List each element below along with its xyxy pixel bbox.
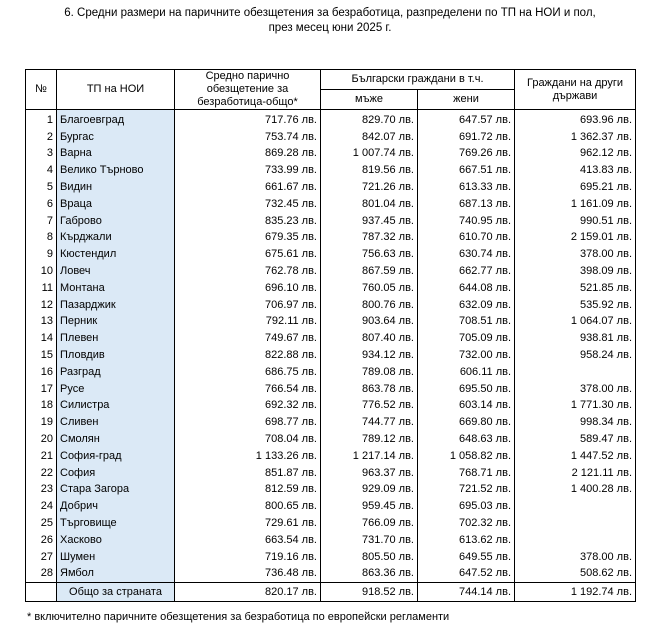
row-foreign: 535.92 лв. — [515, 297, 636, 314]
row-men: 829.70 лв. — [321, 110, 418, 129]
row-tp-name: Враца — [57, 196, 175, 213]
header-number: № — [26, 70, 57, 110]
row-men: 760.05 лв. — [321, 280, 418, 297]
table-row — [26, 566, 636, 583]
table-row — [26, 246, 636, 263]
table-row — [26, 263, 636, 280]
row-women: 647.57 лв. — [418, 110, 515, 129]
table-row — [26, 280, 636, 297]
row-women: 667.51 лв. — [418, 162, 515, 179]
row-average: 663.54 лв. — [175, 532, 321, 549]
row-tp-name: Търговище — [57, 515, 175, 532]
row-tp-name: Смолян — [57, 431, 175, 448]
row-number: 27 — [26, 549, 57, 566]
row-number: 15 — [26, 347, 57, 364]
row-number: 28 — [26, 566, 57, 583]
row-tp-name: Видин — [57, 179, 175, 196]
row-tp-name: Добрич — [57, 498, 175, 515]
row-average: 706.97 лв. — [175, 297, 321, 314]
header-average: Средно парично обезщетение за безработица-общо* — [175, 70, 321, 110]
table-row — [26, 515, 636, 532]
row-foreign: 958.24 лв. — [515, 347, 636, 364]
row-average: 835.23 лв. — [175, 213, 321, 230]
row-men: 756.63 лв. — [321, 246, 418, 263]
row-women: 613.33 лв. — [418, 179, 515, 196]
row-number: 17 — [26, 381, 57, 398]
row-number: 20 — [26, 431, 57, 448]
header-men: мъже — [321, 90, 418, 110]
row-number: 3 — [26, 146, 57, 163]
row-men: 863.36 лв. — [321, 566, 418, 583]
row-foreign: 2 121.11 лв. — [515, 465, 636, 482]
row-number: 9 — [26, 246, 57, 263]
table-row — [26, 330, 636, 347]
row-average: 851.87 лв. — [175, 465, 321, 482]
row-women: 740.95 лв. — [418, 213, 515, 230]
row-women: 732.00 лв. — [418, 347, 515, 364]
row-tp-name: Плевен — [57, 330, 175, 347]
row-tp-name: Силистра — [57, 398, 175, 415]
row-women: 603.14 лв. — [418, 398, 515, 415]
row-number: 22 — [26, 465, 57, 482]
total-average: 820.17 лв. — [175, 583, 321, 602]
row-number: 26 — [26, 532, 57, 549]
row-number: 25 — [26, 515, 57, 532]
row-men: 800.76 лв. — [321, 297, 418, 314]
row-average: 800.65 лв. — [175, 498, 321, 515]
row-average: 732.45 лв. — [175, 196, 321, 213]
row-men: 766.09 лв. — [321, 515, 418, 532]
row-women: 649.55 лв. — [418, 549, 515, 566]
row-men: 789.12 лв. — [321, 431, 418, 448]
row-number: 18 — [26, 398, 57, 415]
table-row — [26, 532, 636, 549]
table-row — [26, 482, 636, 499]
row-number: 13 — [26, 314, 57, 331]
row-men: 805.50 лв. — [321, 549, 418, 566]
row-foreign: 1 447.52 лв. — [515, 448, 636, 465]
row-tp-name: Перник — [57, 314, 175, 331]
row-average: 729.61 лв. — [175, 515, 321, 532]
table-body — [26, 110, 636, 583]
row-average: 717.76 лв. — [175, 110, 321, 129]
row-men: 959.45 лв. — [321, 498, 418, 515]
table-row — [26, 196, 636, 213]
table-row — [26, 398, 636, 415]
row-number: 12 — [26, 297, 57, 314]
row-number: 21 — [26, 448, 57, 465]
row-men: 744.77 лв. — [321, 414, 418, 431]
row-tp-name: Стара Загора — [57, 482, 175, 499]
row-average: 719.16 лв. — [175, 549, 321, 566]
table-row — [26, 549, 636, 566]
row-number: 10 — [26, 263, 57, 280]
row-number: 23 — [26, 482, 57, 499]
row-women: 630.74 лв. — [418, 246, 515, 263]
header-women: жени — [418, 90, 515, 110]
row-women: 695.50 лв. — [418, 381, 515, 398]
row-average: 698.77 лв. — [175, 414, 321, 431]
row-foreign — [515, 515, 636, 532]
row-men: 1 217.14 лв. — [321, 448, 418, 465]
row-tp-name: Сливен — [57, 414, 175, 431]
row-tp-name: Ловеч — [57, 263, 175, 280]
row-women: 702.32 лв. — [418, 515, 515, 532]
row-tp-name: Кърджали — [57, 230, 175, 247]
row-foreign: 998.34 лв. — [515, 414, 636, 431]
table-row — [26, 230, 636, 247]
row-average: 766.54 лв. — [175, 381, 321, 398]
row-tp-name: Разград — [57, 364, 175, 381]
row-foreign: 413.83 лв. — [515, 162, 636, 179]
row-foreign: 962.12 лв. — [515, 146, 636, 163]
row-number: 4 — [26, 162, 57, 179]
row-number: 2 — [26, 129, 57, 146]
row-tp-name: Хасково — [57, 532, 175, 549]
row-average: 792.11 лв. — [175, 314, 321, 331]
table-row — [26, 162, 636, 179]
row-women: 769.26 лв. — [418, 146, 515, 163]
row-men: 721.26 лв. — [321, 179, 418, 196]
row-number: 5 — [26, 179, 57, 196]
table-row — [26, 347, 636, 364]
table-row — [26, 498, 636, 515]
row-women: 695.03 лв. — [418, 498, 515, 515]
row-average: 692.32 лв. — [175, 398, 321, 415]
row-number: 1 — [26, 110, 57, 129]
row-women: 705.09 лв. — [418, 330, 515, 347]
row-average: 675.61 лв. — [175, 246, 321, 263]
row-foreign: 1 362.37 лв. — [515, 129, 636, 146]
row-women: 687.13 лв. — [418, 196, 515, 213]
row-average: 753.74 лв. — [175, 129, 321, 146]
table-row — [26, 110, 636, 129]
row-number: 19 — [26, 414, 57, 431]
row-average: 733.99 лв. — [175, 162, 321, 179]
row-average: 1 133.26 лв. — [175, 448, 321, 465]
table-row — [26, 297, 636, 314]
row-foreign: 1 771.30 лв. — [515, 398, 636, 415]
row-women: 768.71 лв. — [418, 465, 515, 482]
row-number: 11 — [26, 280, 57, 297]
row-average: 736.48 лв. — [175, 566, 321, 583]
row-average: 679.35 лв. — [175, 230, 321, 247]
row-number: 7 — [26, 213, 57, 230]
row-women: 648.63 лв. — [418, 431, 515, 448]
row-average: 869.28 лв. — [175, 146, 321, 163]
total-label: Общо за страната — [57, 583, 175, 602]
row-men: 929.09 лв. — [321, 482, 418, 499]
row-average: 686.75 лв. — [175, 364, 321, 381]
row-foreign: 589.47 лв. — [515, 431, 636, 448]
table-row — [26, 213, 636, 230]
row-tp-name: Варна — [57, 146, 175, 163]
row-tp-name: Шумен — [57, 549, 175, 566]
row-tp-name: Велико Търново — [57, 162, 175, 179]
total-number — [26, 583, 57, 602]
row-number: 16 — [26, 364, 57, 381]
total-women: 744.14 лв. — [418, 583, 515, 602]
table-title-line-2: през месец юни 2025 г. — [268, 22, 392, 34]
row-men: 903.64 лв. — [321, 314, 418, 331]
table-row — [26, 414, 636, 431]
table-row — [26, 146, 636, 163]
row-women: 644.08 лв. — [418, 280, 515, 297]
row-tp-name: Габрово — [57, 213, 175, 230]
row-tp-name: София — [57, 465, 175, 482]
row-women: 606.11 лв. — [418, 364, 515, 381]
table-title — [0, 6, 660, 36]
row-tp-name: София-град — [57, 448, 175, 465]
row-number: 24 — [26, 498, 57, 515]
row-men: 819.56 лв. — [321, 162, 418, 179]
row-men: 776.52 лв. — [321, 398, 418, 415]
row-men: 842.07 лв. — [321, 129, 418, 146]
row-foreign: 378.00 лв. — [515, 246, 636, 263]
table-row — [26, 179, 636, 196]
benefits-table — [25, 69, 636, 602]
row-tp-name: Русе — [57, 381, 175, 398]
row-tp-name: Ямбол — [57, 566, 175, 583]
row-foreign: 521.85 лв. — [515, 280, 636, 297]
row-foreign — [515, 364, 636, 381]
row-foreign: 1 400.28 лв. — [515, 482, 636, 499]
row-foreign: 398.09 лв. — [515, 263, 636, 280]
row-foreign: 1 161.09 лв. — [515, 196, 636, 213]
row-foreign: 695.21 лв. — [515, 179, 636, 196]
row-tp-name: Пазарджик — [57, 297, 175, 314]
row-women: 708.51 лв. — [418, 314, 515, 331]
row-foreign: 938.81 лв. — [515, 330, 636, 347]
row-tp-name: Пловдив — [57, 347, 175, 364]
total-row — [26, 583, 636, 602]
row-number: 14 — [26, 330, 57, 347]
row-women: 647.52 лв. — [418, 566, 515, 583]
row-average: 762.78 лв. — [175, 263, 321, 280]
row-women: 632.09 лв. — [418, 297, 515, 314]
row-average: 749.67 лв. — [175, 330, 321, 347]
row-number: 8 — [26, 230, 57, 247]
row-number: 6 — [26, 196, 57, 213]
row-average: 661.67 лв. — [175, 179, 321, 196]
row-men: 867.59 лв. — [321, 263, 418, 280]
row-men: 963.37 лв. — [321, 465, 418, 482]
row-women: 721.52 лв. — [418, 482, 515, 499]
row-men: 789.08 лв. — [321, 364, 418, 381]
row-women: 669.80 лв. — [418, 414, 515, 431]
row-tp-name: Монтана — [57, 280, 175, 297]
row-men: 937.45 лв. — [321, 213, 418, 230]
table-row — [26, 129, 636, 146]
table-row — [26, 431, 636, 448]
header-bulgarian-citizens: Български граждани в т.ч. — [321, 70, 515, 90]
total-men: 918.52 лв. — [321, 583, 418, 602]
table-row — [26, 314, 636, 331]
row-men: 731.70 лв. — [321, 532, 418, 549]
row-foreign — [515, 498, 636, 515]
row-average: 812.59 лв. — [175, 482, 321, 499]
row-women: 662.77 лв. — [418, 263, 515, 280]
row-tp-name: Благоевград — [57, 110, 175, 129]
table-row — [26, 448, 636, 465]
row-women: 1 058.82 лв. — [418, 448, 515, 465]
row-foreign: 693.96 лв. — [515, 110, 636, 129]
row-tp-name: Бургас — [57, 129, 175, 146]
table-row — [26, 364, 636, 381]
row-average: 696.10 лв. — [175, 280, 321, 297]
row-average: 822.88 лв. — [175, 347, 321, 364]
row-women: 691.72 лв. — [418, 129, 515, 146]
header-foreign-citizens: Граждани на други държави — [515, 70, 636, 110]
row-men: 787.32 лв. — [321, 230, 418, 247]
row-men: 1 007.74 лв. — [321, 146, 418, 163]
row-men: 801.04 лв. — [321, 196, 418, 213]
total-foreign: 1 192.74 лв. — [515, 583, 636, 602]
row-tp-name: Кюстендил — [57, 246, 175, 263]
footnote: * включително паричните обезщетения за безработица по европейски регламенти — [27, 611, 450, 623]
row-men: 934.12 лв. — [321, 347, 418, 364]
row-foreign: 378.00 лв. — [515, 381, 636, 398]
row-foreign: 2 159.01 лв. — [515, 230, 636, 247]
row-men: 807.40 лв. — [321, 330, 418, 347]
row-women: 610.70 лв. — [418, 230, 515, 247]
row-foreign: 378.00 лв. — [515, 549, 636, 566]
table-row — [26, 381, 636, 398]
row-foreign — [515, 532, 636, 549]
row-foreign: 508.62 лв. — [515, 566, 636, 583]
table-row — [26, 465, 636, 482]
row-average: 708.04 лв. — [175, 431, 321, 448]
row-foreign: 1 064.07 лв. — [515, 314, 636, 331]
row-men: 863.78 лв. — [321, 381, 418, 398]
row-women: 613.62 лв. — [418, 532, 515, 549]
header-tp: ТП на НОИ — [57, 70, 175, 110]
row-foreign: 990.51 лв. — [515, 213, 636, 230]
table-title-line-1: 6. Средни размери на паричните обезщетения за безработица, разпределени по ТП на НОИ и пол, — [64, 7, 596, 19]
